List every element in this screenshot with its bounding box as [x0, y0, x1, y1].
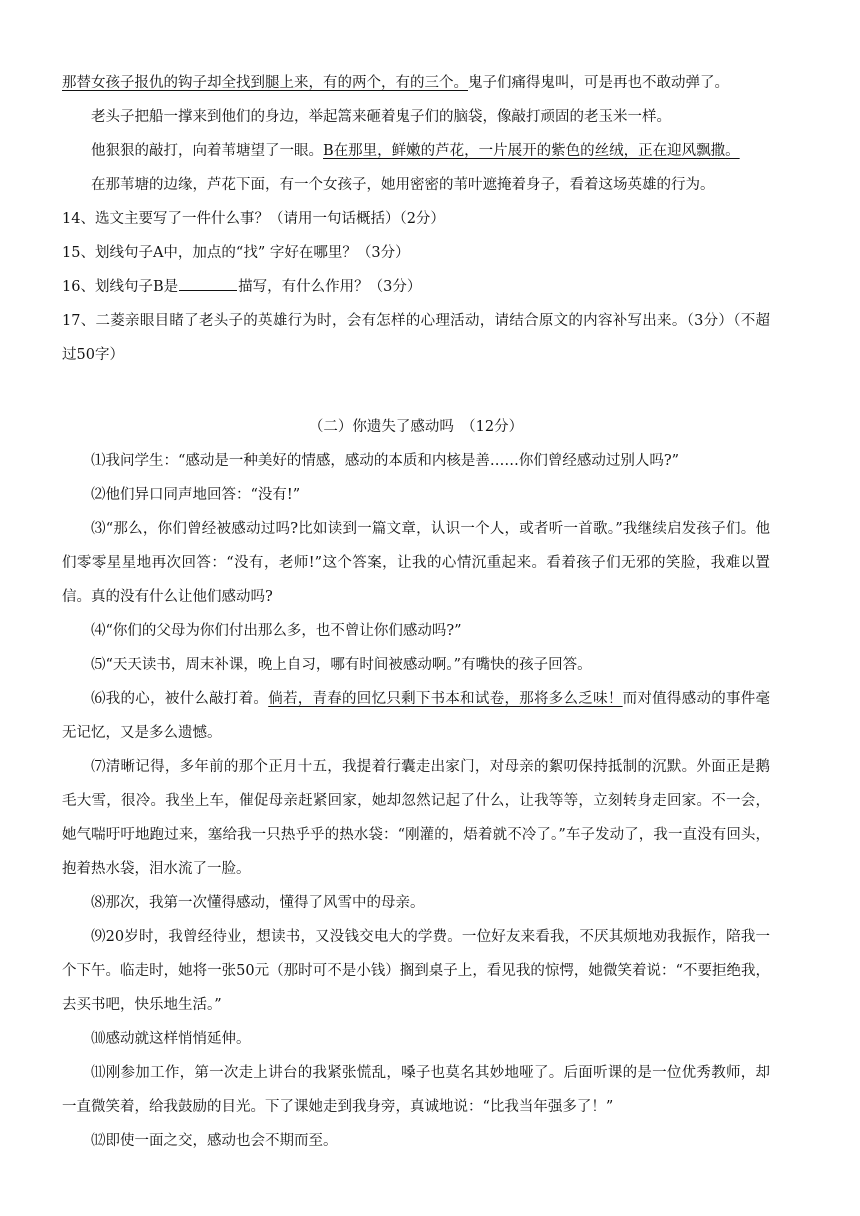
story-paragraph-3	[62, 134, 770, 168]
underlined-sentence: 倘若，青春的回忆只剩下书本和试卷，那将多么乏味！	[268, 691, 623, 707]
underlined-sentence-a: 那替女孩子报仇的钩子却全找到腿上来，有的两个，有的三个。	[62, 75, 468, 91]
question-14: 14、选文主要写了一件什么事？（请用一句话概括）（2分）	[62, 211, 445, 227]
story-paragraph-2: 老头子把船一撑来到他们的身边，举起篙来砸着鬼子们的脑袋，像敲打顽固的老玉米一样。	[91, 109, 671, 125]
question-16	[62, 270, 770, 304]
document-page	[62, 66, 770, 1158]
answer-blank[interactable]	[179, 276, 237, 291]
essay-paragraph-3: ⑶“那么，你们曾经被感动过吗?比如读到一篇文章，认识一个人，或者听一首歌。”我继续启发孩子们。他们零零星星地再次回答：“没有，老师!”这个答案，让我的心情沉重起来。看着孩子们无邪的笑脸，我难以置信。真的没有什么让他们感动吗?	[62, 521, 770, 605]
story-text: 他狠狠的敲打，向着苇塘望了一眼。	[91, 143, 323, 159]
essay-paragraph-7: ⑺清晰记得，多年前的那个正月十五，我提着行囊走出家门，对母亲的絮叨保持抵制的沉默。外面正是鹅毛大雪，很冷。我坐上车，催促母亲赶紧回家，她却忽然记起了什么，让我等等，立刻转身走回家。不一会，她气喘吁吁地跑过来，塞给我一只热乎乎的热水袋：“刚灌的，焐着就不冷了。”车子发动了，我一直没有回头，抱着热水袋，泪水流了一脸。	[62, 759, 770, 877]
story-paragraph-4: 在那苇塘的边缘，芦花下面，有一个女孩子，她用密密的苇叶遮掩着身子，看着这场英雄的行为。	[91, 177, 715, 193]
essay-paragraph-9: ⑼20岁时，我曾经待业，想读书，又没钱交电大的学费。一位好友来看我，不厌其烦地劝我振作，陪我一个下午。临走时，她将一张50元（那时可不是小钱）搁到桌子上，看见我的惊愕，她微笑着说：“不要拒绝我，去买书吧，快乐地生活。”	[62, 929, 770, 1013]
essay-paragraph-4: ⑷“你们的父母为你们付出那么多，也不曾让你们感动吗?”	[91, 623, 462, 639]
essay-paragraph-10: ⑽感动就这样悄悄延伸。	[91, 1031, 251, 1047]
story-paragraph-1	[62, 66, 770, 100]
essay-paragraph-5: ⑸“天天读书，周末补课，晚上自习，哪有时间被感动啊。”有嘴快的孩子回答。	[91, 657, 592, 673]
essay-paragraph-12: ⑿即使一面之交，感动也会不期而至。	[91, 1133, 338, 1149]
essay-text: 而对值得感动的事件毫无记忆，又是多么遗憾。	[62, 691, 771, 741]
essay-paragraph-1: ⑴我问学生：“感动是一种美好的情感，感动的本质和内核是善……你们曾经感动过别人吗?”	[91, 453, 680, 469]
underlined-sentence-b: B在那里，鲜嫩的芦花，一片展开的紫色的丝绒，正在迎风飘撒。	[323, 143, 740, 159]
essay-text: ⑹我的心，被什么敲打着。	[91, 691, 269, 707]
essay-title: （二）你遗失了感动吗 （12分）	[308, 419, 524, 435]
question-15: 15、划线句子A中，加点的“找” 字好在哪里？（3分）	[62, 245, 410, 261]
essay-paragraph-6	[62, 682, 770, 750]
question-text: 描写，有什么作用？（3分）	[238, 279, 422, 295]
essay-paragraph-2: ⑵他们异口同声地回答：“没有!”	[91, 487, 301, 503]
story-text: 鬼子们痛得鬼叫，可是再也不敢动弹了。	[468, 75, 729, 91]
essay-paragraph-11: ⑾刚参加工作，第一次走上讲台的我紧张慌乱，嗓子也莫名其妙地哑了。后面听课的是一位优秀教师，却一直微笑着，给我鼓励的目光。下了课她走到我身旁，真诚地说：“比我当年强多了！”	[62, 1065, 770, 1115]
question-17: 17、二菱亲眼目睹了老头子的英雄行为时，会有怎样的心理活动，请结合原文的内容补写出来。（3分）（不超过50字）	[62, 313, 770, 363]
question-text: 16、划线句子B是	[62, 279, 179, 295]
essay-paragraph-8: ⑻那次，我第一次懂得感动，懂得了风雪中的母亲。	[91, 895, 425, 911]
